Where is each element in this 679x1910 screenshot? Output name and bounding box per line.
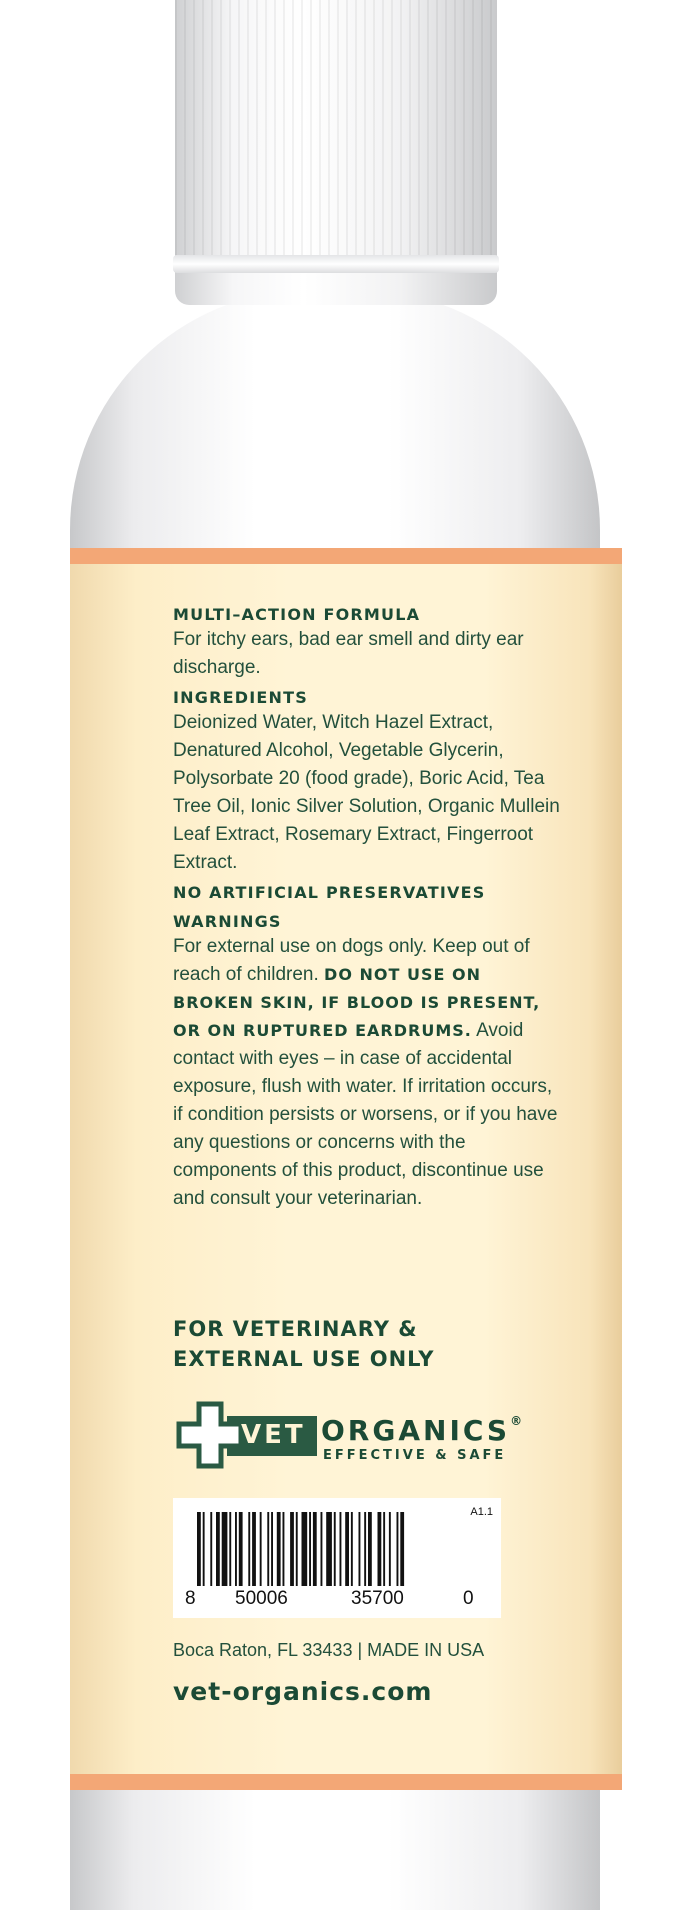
barcode-bar: [378, 1512, 382, 1586]
barcode-bar: [239, 1512, 243, 1586]
barcode-bar: [397, 1512, 399, 1586]
barcode-digit-left: 8: [185, 1588, 196, 1609]
barcode-bar: [309, 1512, 311, 1586]
barcode-group-1: 50006: [235, 1588, 288, 1609]
barcode-bar: [326, 1512, 332, 1586]
label-content: [173, 603, 563, 1213]
warnings-text-1: For external use on dogs only. Keep out of reach of children.: [173, 936, 530, 985]
logo-registered-mark: ®: [510, 1414, 523, 1428]
barcode-bar: [389, 1512, 391, 1586]
barcode-bar: [359, 1512, 361, 1586]
barcode-bars: [189, 1512, 449, 1594]
warnings-text: [173, 933, 563, 1213]
warnings-text-2: Avoid contact with eyes – in case of accidental exposure, flush with water. If irritation occurs, if condition persists or worsens, or if you have any questions or concerns with the components of this product, discontinue use and consult your veterinarian.: [173, 1020, 558, 1209]
formula-heading: MULTI–ACTION FORMULA: [173, 605, 421, 624]
barcode-bar: [340, 1512, 342, 1586]
barcode-bar: [302, 1512, 308, 1586]
barcode-bar: [216, 1512, 220, 1586]
barcode-bar: [248, 1512, 250, 1586]
logo-organics-text: ORGANICS: [321, 1414, 511, 1447]
address: Boca Raton, FL 33433 | MADE IN USA: [173, 1640, 485, 1660]
barcode-bar: [345, 1512, 349, 1586]
vet-use-line-2: EXTERNAL USE ONLY: [173, 1347, 435, 1371]
cap-band: [173, 255, 499, 273]
vet-use-line-1: FOR VETERINARY &: [173, 1317, 418, 1341]
barcode-bar: [283, 1512, 285, 1586]
barcode-bar: [197, 1512, 201, 1586]
barcode-bar: [368, 1512, 372, 1586]
barcode-bar: [222, 1512, 228, 1586]
barcode-bar: [321, 1512, 323, 1586]
barcode: [173, 1498, 501, 1618]
barcode-bar: [290, 1512, 294, 1586]
barcode-bar: [235, 1512, 237, 1586]
barcode-bar: [383, 1512, 385, 1586]
logo-tagline: EFFECTIVE & SAFE: [323, 1448, 507, 1463]
barcode-bar: [203, 1512, 205, 1586]
vet-use-notice: [173, 1314, 563, 1374]
barcode-bar: [296, 1512, 298, 1586]
barcode-bar: [334, 1512, 336, 1586]
barcode-bar: [229, 1512, 231, 1586]
barcode-digit-right: 0: [463, 1588, 474, 1609]
barcode-bar: [271, 1512, 273, 1586]
cross-icon: [175, 1400, 245, 1470]
barcode-bar: [364, 1512, 366, 1586]
barcode-bar: [351, 1512, 353, 1586]
warnings-heading: WARNINGS: [173, 912, 282, 931]
barcode-bar: [313, 1512, 317, 1586]
cap-ridges: [175, 0, 497, 255]
barcode-bar: [400, 1512, 404, 1586]
website-link[interactable]: vet-organics.com: [173, 1677, 433, 1706]
barcode-bar: [210, 1512, 212, 1586]
barcode-bar: [260, 1512, 262, 1586]
logo-organics: [321, 1414, 522, 1447]
barcode-group-2: 35700: [351, 1588, 404, 1609]
barcode-bar: [267, 1512, 269, 1586]
barcode-bar: [252, 1512, 256, 1586]
formula-text: For itchy ears, bad ear smell and dirty ear discharge.: [173, 629, 524, 678]
barcode-bar: [277, 1512, 281, 1586]
warnings-bold: DO NOT USE ON BROKEN SKIN, IF BLOOD IS PRESENT, OR ON RUPTURED EARDRUMS.: [173, 965, 541, 1040]
preservatives-notice: NO ARTIFICIAL PRESERVATIVES: [173, 883, 486, 902]
logo-vet: VET: [241, 1420, 306, 1450]
barcode-code: A1.1: [470, 1506, 493, 1518]
brand-logo: [175, 1400, 535, 1470]
ingredients-heading: INGREDIENTS: [173, 688, 308, 707]
bottle-cap: [175, 0, 497, 305]
ingredients-text: Deionized Water, Witch Hazel Extract, Denatured Alcohol, Vegetable Glycerin, Polysorbate 20 (food grade), Boric Acid, Tea Tree Oil, Ionic Silver Solution, Organic Mullein Leaf Extract, Rosemary Extract, Fingerroot Extract.: [173, 712, 560, 873]
